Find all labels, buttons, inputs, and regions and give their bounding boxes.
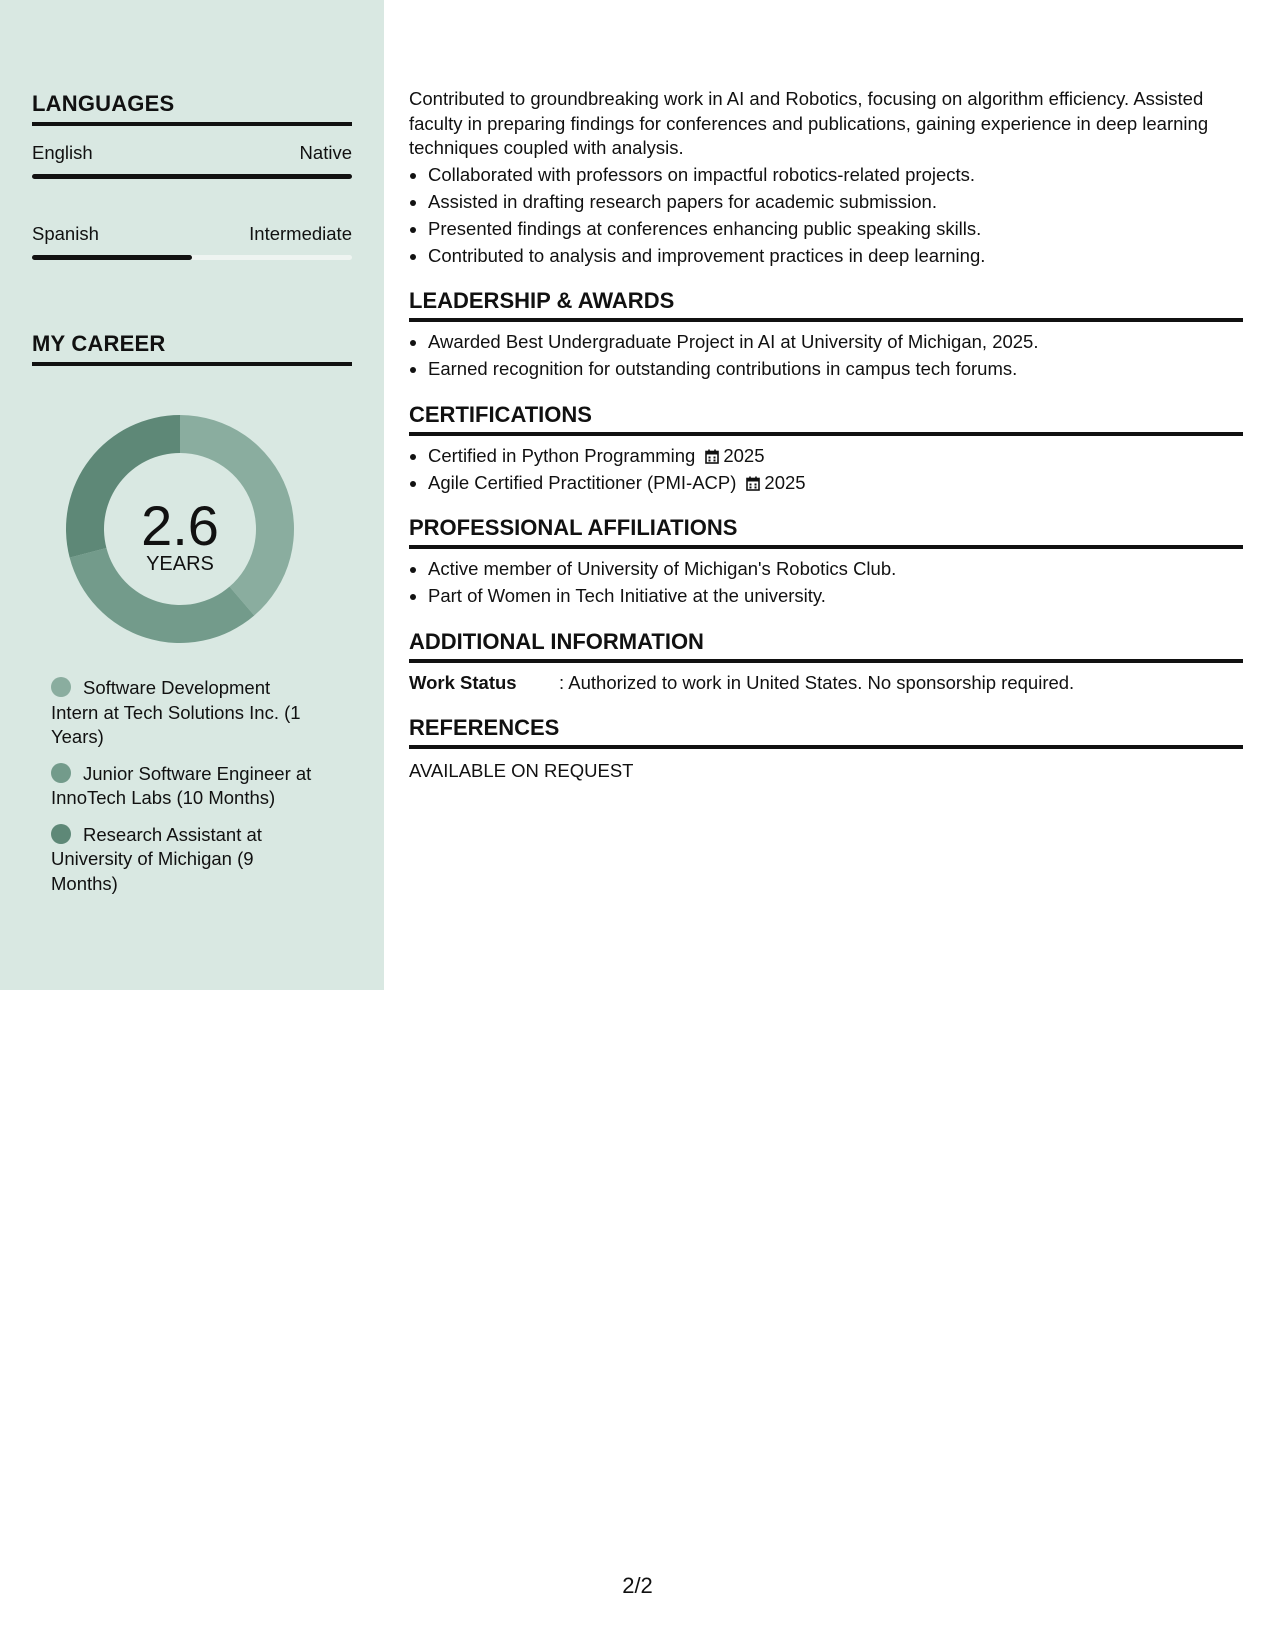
career-legend-item: [51, 823, 321, 897]
certifications-section: [409, 402, 1243, 496]
certification-name: Certified in Python Programming: [428, 444, 696, 466]
language-name: English: [32, 142, 93, 163]
section-heading: LEADERSHIP & AWARDS: [409, 288, 1243, 322]
list-item: [428, 471, 1243, 496]
section-heading: PROFESSIONAL AFFILIATIONS: [409, 515, 1243, 549]
list-item: • Contributed to analysis and improvement practices in deep learning.: [428, 244, 1243, 269]
section-heading: REFERENCES: [409, 715, 1243, 749]
career-legend-item: [51, 762, 321, 811]
calendar-icon: [746, 476, 760, 491]
language-item: [32, 223, 352, 260]
language-name: Spanish: [32, 223, 99, 244]
list-item: • Collaborated with professors on impactful robotics-related projects.: [428, 163, 1243, 188]
section-heading: ADDITIONAL INFORMATION: [409, 629, 1243, 663]
affiliations-section: [409, 515, 1243, 609]
language-proficiency-fill: [32, 174, 352, 179]
legend-dot-icon: [51, 677, 71, 697]
list-item: • Assisted in drafting research papers for academic submission.: [428, 190, 1243, 215]
main-content: [409, 87, 1243, 784]
certification-year: 2025: [723, 444, 765, 466]
legend-dot-icon: [51, 763, 71, 783]
work-status-value: : Authorized to work in United States. No sponsorship required.: [559, 671, 1075, 693]
language-proficiency-bar: [32, 174, 352, 179]
additional-info-section: [409, 629, 1243, 696]
certification-name: Agile Certified Practitioner (PMI-ACP): [428, 471, 737, 493]
section-heading: CERTIFICATIONS: [409, 402, 1243, 436]
experience-description: Contributed to groundbreaking work in AI and Robotics, focusing on algorithm efficiency. Assisted faculty in preparing findings for conferences and publications, gaining experience in deep learning techniques coupled with analysis.: [409, 88, 1209, 158]
career-legend-label: Research Assistant at University of Michigan (9 Months): [51, 823, 262, 894]
language-proficiency-bar: [32, 255, 352, 260]
career-legend-label: Junior Software Engineer at InnoTech Labs (10 Months): [51, 762, 312, 808]
career-legend-item: [51, 676, 321, 750]
language-level: Intermediate: [249, 223, 352, 244]
career-total-value: 2.6: [141, 494, 219, 557]
career-legend: [51, 676, 321, 908]
list-item: • Awarded Best Undergraduate Project in AI at University of Michigan, 2025.: [428, 330, 1243, 355]
career-donut-chart: [60, 409, 300, 649]
references-section: [409, 715, 1243, 784]
career-legend-label: Software Development Intern at Tech Solutions Inc. (1 Years): [51, 677, 301, 747]
list-item: • Part of Women in Tech Initiative at the university.: [428, 584, 1243, 609]
list-item: • Active member of University of Michigan's Robotics Club.: [428, 557, 1243, 582]
references-text: AVAILABLE ON REQUEST: [409, 760, 634, 781]
page-number: 2/2: [622, 1573, 653, 1598]
sidebar: [0, 0, 384, 990]
languages-heading: LANGUAGES: [32, 91, 352, 126]
list-item: [428, 444, 1243, 469]
career-section: [32, 331, 352, 366]
career-total-unit: YEARS: [146, 553, 214, 575]
work-status-label: Work Status: [409, 671, 517, 693]
languages-section: [32, 91, 352, 260]
career-heading: MY CAREER: [32, 331, 352, 366]
legend-dot-icon: [51, 824, 71, 844]
list-item: • Earned recognition for outstanding contributions in campus tech forums.: [428, 357, 1243, 382]
language-item: [32, 142, 352, 179]
leadership-section: [409, 288, 1243, 382]
list-item: • Presented findings at conferences enhancing public speaking skills.: [428, 217, 1243, 242]
language-level: Native: [299, 142, 352, 163]
certification-year: 2025: [764, 471, 806, 493]
calendar-icon: [705, 449, 719, 464]
work-status-row: [409, 671, 1243, 696]
experience-bullets: [409, 163, 1243, 269]
language-proficiency-fill: [32, 255, 192, 260]
